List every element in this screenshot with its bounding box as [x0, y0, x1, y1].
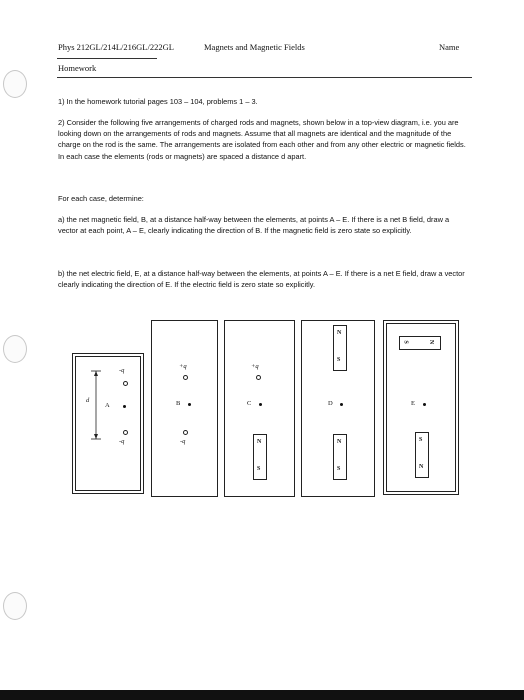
point-c: [259, 403, 262, 406]
charge-label-b-top: +q: [179, 363, 187, 370]
point-e-label: E: [411, 400, 415, 407]
charge-label-a-bottom: -q: [119, 438, 125, 445]
course-code: Phys 212GL/214L/216GL/222GL: [58, 42, 174, 52]
point-b: [188, 403, 191, 406]
determine-prompt: For each case, determine:: [58, 194, 144, 203]
magnet-e-bottom: [415, 432, 429, 478]
point-a: [123, 405, 126, 408]
rod-a-top: [123, 381, 128, 386]
magnet-e-top: [399, 336, 441, 350]
punch-hole-middle: [3, 335, 27, 363]
punch-hole-top: [3, 70, 27, 98]
charge-label-a-top: -q: [119, 367, 125, 374]
problem-1: 1) In the homework tutorial pages 103 – 104, problems 1 – 3.: [58, 97, 258, 106]
bottom-border: [0, 690, 524, 700]
section-title: Homework: [58, 63, 97, 73]
magnet-c-bottom: [253, 434, 267, 480]
arrangement-a: [75, 356, 141, 491]
point-b-label: B: [176, 400, 181, 407]
magnet-d-top-pole-2: S: [337, 357, 341, 363]
magnet-e-top-pole-2: N: [428, 339, 435, 345]
rod-b-top: [183, 375, 188, 380]
magnet-d-bottom-pole-2: S: [337, 466, 341, 472]
arrangement-b: [151, 320, 218, 497]
magnet-e-top-pole-1: S: [402, 340, 409, 344]
magnet-d-top: [333, 325, 347, 371]
point-e: [423, 403, 426, 406]
charge-label-c-top: +q: [251, 363, 259, 370]
point-d-label: D: [328, 400, 333, 407]
rod-c-top: [256, 375, 261, 380]
worksheet-topic: Magnets and Magnetic Fields: [204, 42, 305, 52]
magnet-d-bottom: [333, 434, 347, 480]
arrangement-e: [386, 323, 456, 492]
rod-a-bottom: [123, 430, 128, 435]
point-a-label: A: [105, 402, 110, 409]
magnet-d-top-pole-1: N: [337, 330, 342, 336]
header-underline: [57, 58, 157, 59]
spacing-arrow: [91, 369, 101, 441]
point-c-label: C: [247, 400, 252, 407]
part-a: a) the net magnetic field, B, at a distance half-way between the elements, at points A – E. If there is a net B field, draw a vector at each point, A – E, clearly indicating the direction of B. If the magnetic field is zero state so explicitly.: [58, 215, 450, 236]
name-label: Name: [439, 42, 460, 52]
magnet-e-bottom-pole-2: N: [419, 464, 424, 470]
magnet-d-bottom-pole-1: N: [337, 439, 342, 445]
magnet-c-bottom-pole-1: N: [257, 439, 262, 445]
part-b: b) the net electric field, E, at a distance half-way between the elements, at points A – E. If there is a net E field, draw a vector clearly indicating the direction of E. If the electric field is zero state so explicitly.: [58, 269, 465, 290]
problem-2: 2) Consider the following five arrangements of charged rods and magnets, shown below in a top-view diagram, i.e. you are looking down on the arrangements of rods and magnets. Assume that all magnets are identical and the magnitude of the charge on the rod is the same. The arrangements are isolated from each other and from any other electric or magnetic fields. In each case the elements (rods or magnets) are spaced a distance d apart.: [58, 118, 466, 161]
arrangement-c: [224, 320, 295, 497]
spacing-label: d: [86, 397, 90, 404]
arrangement-d: [301, 320, 375, 497]
point-d: [340, 403, 343, 406]
punch-hole-bottom: [3, 592, 27, 620]
magnet-c-bottom-pole-2: S: [257, 466, 261, 472]
section-divider: [57, 77, 472, 78]
charge-label-b-bottom: -q: [180, 438, 186, 445]
rod-b-bottom: [183, 430, 188, 435]
magnet-e-bottom-pole-1: S: [419, 437, 423, 443]
